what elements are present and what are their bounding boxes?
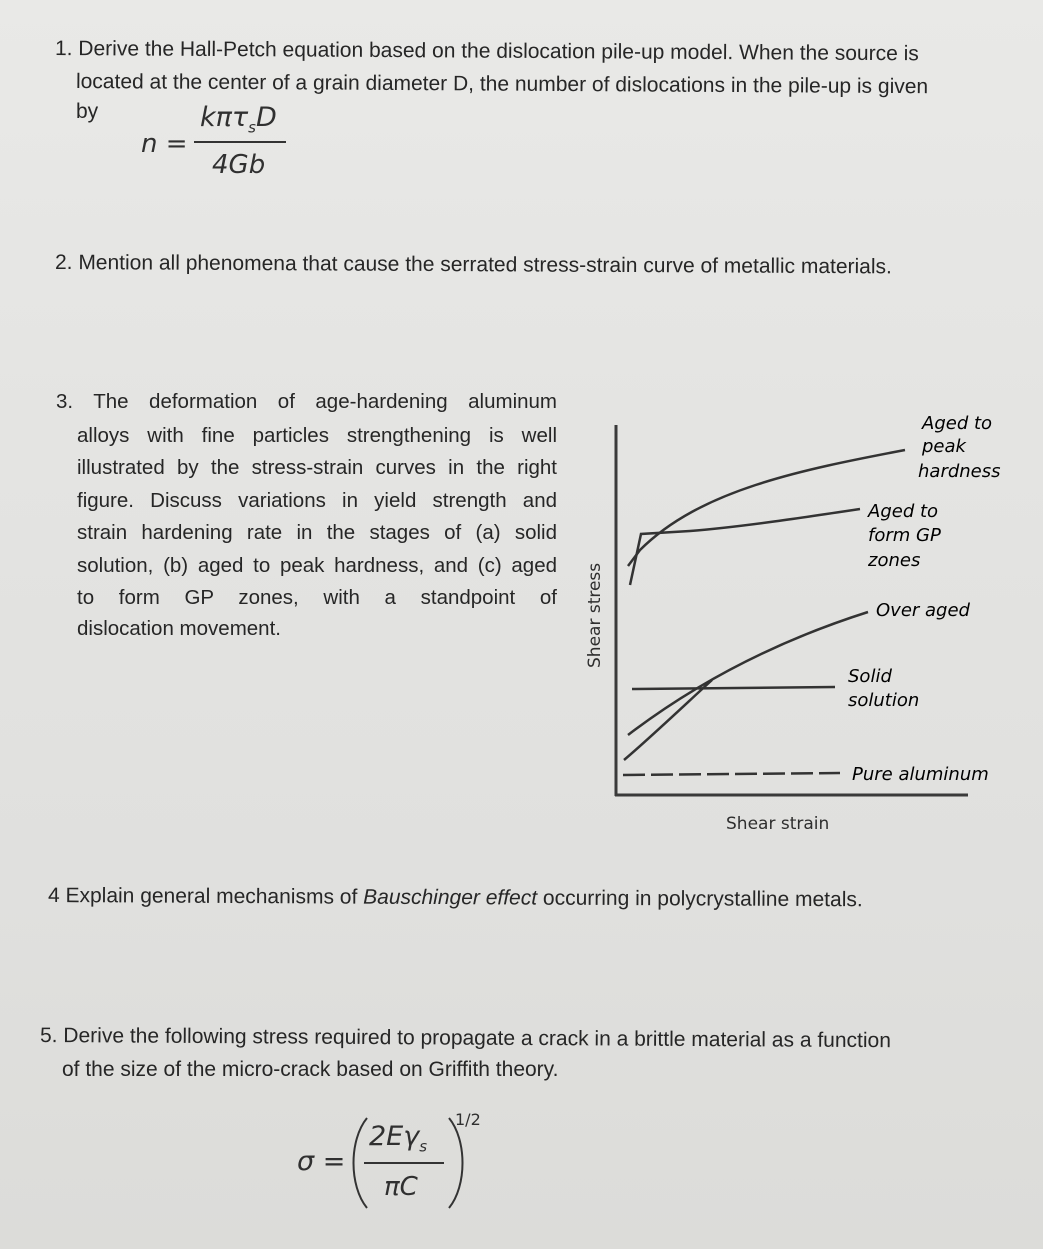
q5-eq-denominator: πC <box>384 1172 418 1202</box>
q1-eq-denominator: 4Gb <box>212 150 266 180</box>
q3-line: figure. Discuss variations in yield strength and <box>77 489 557 512</box>
q1-line-1: 1. Derive the Hall-Petch equation based on the dislocation pile-up model. When the source is <box>54 37 919 66</box>
series-label-peak-hardness: Aged to peak hardness <box>918 413 1001 482</box>
series-label-pure-aluminum: Pure aluminum <box>852 764 989 785</box>
series-line-pure-aluminum <box>623 773 840 775</box>
q3-line: alloys with fine particles strengthening is well <box>77 424 557 447</box>
q2-text: 2. Mention all phenomena that cause the serrated stress-strain curve of metallic materials. <box>54 251 892 279</box>
series-line-solid-solution <box>632 687 835 689</box>
q4-prefix: 4 Explain general mechanisms of <box>47 884 364 909</box>
series-label-gp-zones: Aged to form GP zones <box>868 501 941 571</box>
series-line-peak-hardness <box>628 450 905 566</box>
q1-line-2: located at the center of a grain diameter D, the number of dislocations in the pile-up is given <box>75 70 929 99</box>
q1-line-3: by <box>76 100 99 123</box>
q5-eq-lhs: σ = <box>297 1146 346 1177</box>
series-line-over-aged-start <box>624 680 712 760</box>
series-line-gp-zones <box>630 509 860 585</box>
series-label-solid-solution: Solid solution <box>848 666 920 711</box>
q3-line: dislocation movement. <box>77 617 281 640</box>
q3-line: solution, (b) aged to peak hardness, and (c) aged <box>77 554 557 577</box>
y-axis-label: Shear stress <box>585 562 605 668</box>
q1-eq-lhs: n = <box>141 129 188 159</box>
q3-line: illustrated by the stress-strain curves in the right <box>77 456 557 479</box>
q1-eq-num-main: kπτ <box>200 102 249 133</box>
q4-suffix: occurring in polycrystalline metals. <box>537 886 863 912</box>
q4-text <box>48 884 863 912</box>
q5-eq-num-sub: s <box>419 1137 428 1156</box>
right-paren <box>449 1118 463 1208</box>
q3-line: 3. The deformation of age-hardening aluminum <box>56 390 557 413</box>
q5-eq-fraction-bar <box>364 1162 444 1164</box>
series-line-over-aged <box>628 612 868 735</box>
q4-term-bauschinger: Bauschinger effect <box>363 885 538 910</box>
series-label-over-aged: Over aged <box>876 600 970 621</box>
q5-eq-exponent: 1/2 <box>455 1110 481 1129</box>
q5-eq-num-main: 2Eγ <box>369 1121 420 1152</box>
q1-eq-num-sub: s <box>248 118 256 137</box>
q3-line: to form GP zones, with a standpoint of <box>77 586 557 609</box>
x-axis-label: Shear strain <box>726 814 830 834</box>
q3-line: strain hardening rate in the stages of (a) solid <box>77 521 557 544</box>
q5-line-2: of the size of the micro-crack based on Griffith theory. <box>62 1058 559 1081</box>
q5-line-1: 5. Derive the following stress required to propagate a crack in a brittle material as a function <box>39 1024 891 1053</box>
q1-eq-num-tail: D <box>255 102 277 133</box>
q5-eq-numerator <box>369 1122 427 1161</box>
